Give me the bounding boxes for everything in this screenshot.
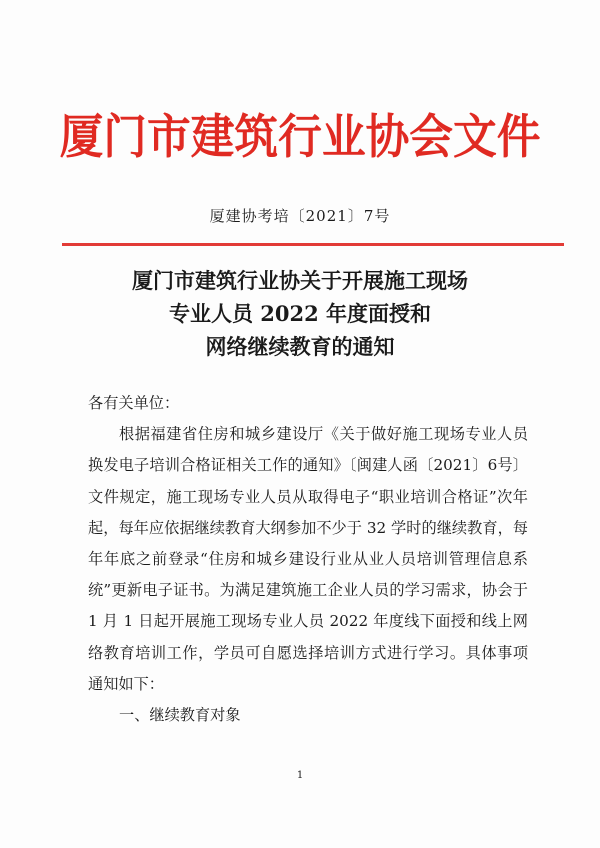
title-line-3: 网络继续教育的通知	[205, 334, 395, 359]
section-heading-1: 一、继续教育对象	[119, 706, 241, 725]
notice-body	[88, 388, 528, 731]
title-line-2: 专业人员 2022 年度面授和	[168, 301, 432, 326]
red-divider-line	[62, 243, 564, 246]
page-number: 1	[296, 770, 304, 781]
document-number: 厦建协考培〔2021〕7号	[209, 207, 391, 225]
body-paragraph: 根据福建省住房和城乡建设厅《关于做好施工现场专业人员换发电子培训合格证相关工作的通知》〔闽建人函〔2021〕6号〕文件规定，施工现场专业人员从取得电子“职业培训合格证”次年起，每年应依据继续教育大纲参加不少于 32 学时的继续教育，每年年底之前登录“住房和城乡建设行业从业人员培训管理信息系统”更新电子证书。为满足建筑施工企业人员的学习需求，协会于 1 月 1 日起开展施工现场专业人员 2022 年度线下面授和线上网络教育培训工作，学员可自愿选择培训方式进行学习。具体事项通知如下：	[88, 425, 528, 693]
notice-title	[0, 264, 600, 363]
salutation: 各有关单位：	[88, 394, 180, 412]
masthead-title: 厦门市建筑行业协会文件	[59, 110, 541, 165]
title-line-1: 厦门市建筑行业协关于开展施工现场	[132, 268, 468, 293]
